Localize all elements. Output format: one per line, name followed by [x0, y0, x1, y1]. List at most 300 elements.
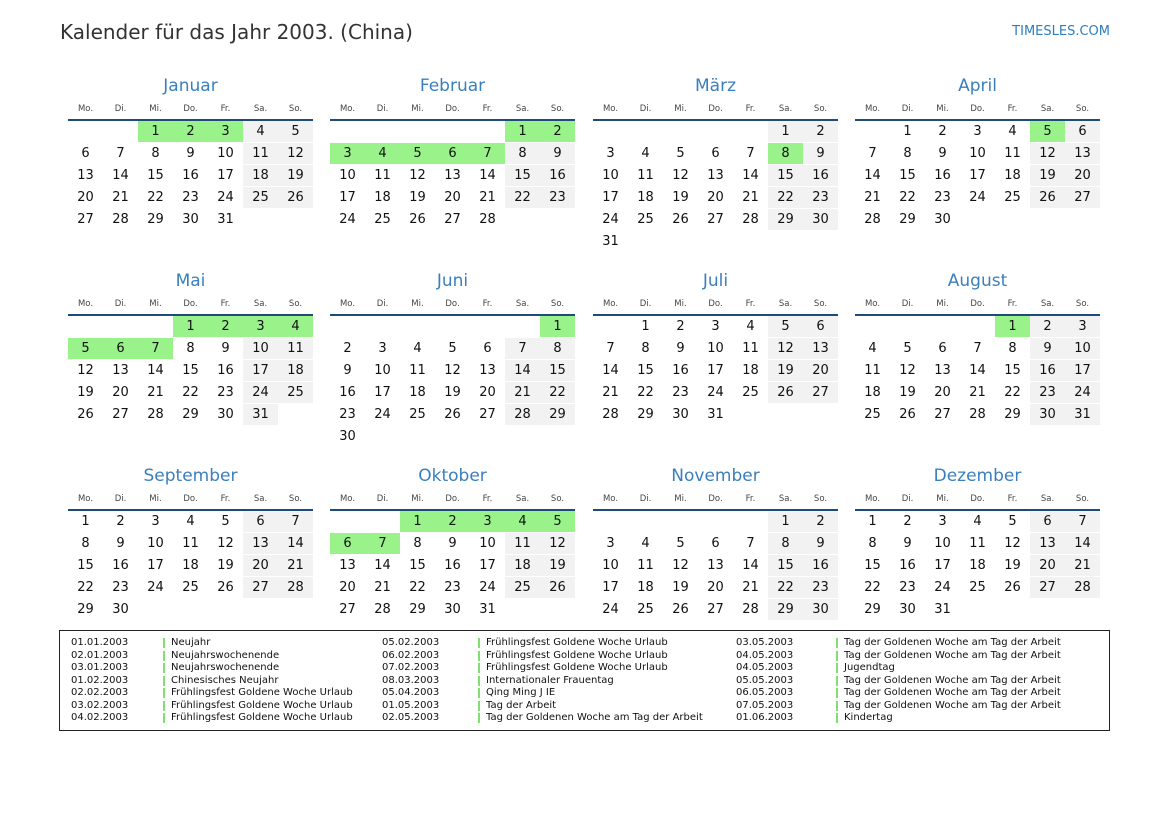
day-cell: 24 [707, 385, 724, 400]
day-cell: 19 [672, 580, 689, 595]
day-cell: 5 [676, 536, 685, 551]
day-cell: 8 [186, 341, 195, 356]
weekday-header: Fr. [482, 104, 493, 114]
day-cell: 14 [505, 360, 540, 381]
day-cell: 6 [938, 341, 947, 356]
weekday-header: Sa. [778, 299, 793, 309]
day-cell: 25 [637, 212, 654, 227]
day-cell: 16 [112, 558, 129, 573]
day-cell: 29 [899, 212, 916, 227]
day-cell: 26 [672, 602, 689, 617]
day-cell: 24 [217, 190, 234, 205]
day-cell: 26 [1030, 187, 1065, 208]
day-cell: 25 [182, 580, 199, 595]
day-cell: 2 [676, 319, 685, 334]
weekday-header: Mo. [864, 494, 881, 504]
day-cell: 2 [116, 514, 125, 529]
weekday-header: Mo. [339, 494, 356, 504]
weekday-header: So. [813, 299, 828, 309]
day-cell: 21 [1065, 555, 1100, 576]
day-cell: 27 [479, 407, 496, 422]
weekday-header: Sa. [778, 494, 793, 504]
legend-holiday-marker [163, 676, 165, 686]
day-cell: 13 [479, 363, 496, 378]
day-cell: 5 [676, 146, 685, 161]
day-cell: 17 [934, 558, 951, 573]
day-cell: 24 [602, 212, 619, 227]
legend-date: 04.05.2003 [736, 649, 794, 661]
weekday-header: Do. [445, 104, 460, 114]
legend-holiday-name: Jugendtag [844, 662, 895, 673]
holiday-day-cell: 5 [68, 338, 103, 359]
day-cell: 18 [243, 165, 278, 186]
day-cell: 3 [938, 514, 947, 529]
day-cell: 7 [973, 341, 982, 356]
day-cell: 21 [147, 385, 164, 400]
day-cell: 26 [217, 580, 234, 595]
weekday-header: Di. [114, 104, 127, 114]
weekday-header: Do. [970, 494, 985, 504]
day-cell: 10 [147, 536, 164, 551]
day-cell: 9 [903, 536, 912, 551]
day-cell: 27 [243, 577, 278, 598]
weekday-header: Do. [708, 104, 723, 114]
day-cell: 30 [934, 212, 951, 227]
weekday-header: Di. [376, 299, 389, 309]
weekday-header: Di. [901, 299, 914, 309]
day-cell: 24 [339, 212, 356, 227]
day-cell: 18 [864, 385, 881, 400]
legend-holiday-name: Tag der Goldenen Woche am Tag der Arbeit [844, 687, 1061, 698]
day-cell: 20 [112, 385, 129, 400]
day-cell: 6 [1065, 121, 1100, 142]
month-name: Januar [163, 76, 218, 96]
weekday-header: Fr. [220, 104, 231, 114]
day-cell: 25 [1004, 190, 1021, 205]
day-cell: 22 [864, 580, 881, 595]
day-cell: 23 [540, 187, 575, 208]
weekday-header: Mi. [149, 299, 162, 309]
day-cell: 18 [278, 360, 313, 381]
day-cell: 29 [637, 407, 654, 422]
day-cell: 10 [602, 558, 619, 573]
day-cell: 15 [182, 363, 199, 378]
day-cell: 10 [374, 363, 391, 378]
weekday-header: Do. [970, 299, 985, 309]
weekday-header: Mi. [411, 299, 424, 309]
day-cell: 23 [1030, 382, 1065, 403]
day-cell: 14 [147, 363, 164, 378]
day-cell: 15 [768, 165, 803, 186]
day-cell: 11 [278, 338, 313, 359]
day-cell: 6 [483, 341, 492, 356]
day-cell: 7 [1065, 511, 1100, 532]
holiday-day-cell: 1 [138, 121, 173, 142]
day-cell: 11 [637, 558, 654, 573]
day-cell: 13 [243, 533, 278, 554]
day-cell: 4 [186, 514, 195, 529]
day-cell: 13 [803, 338, 838, 359]
weekday-header: Fr. [745, 299, 756, 309]
day-cell: 18 [969, 558, 986, 573]
legend-holiday-marker [163, 651, 165, 661]
weekday-header: Mo. [77, 299, 94, 309]
holiday-legend [59, 630, 1110, 731]
month-name: September [143, 466, 238, 486]
weekday-header: Mi. [936, 104, 949, 114]
day-cell: 15 [899, 168, 916, 183]
day-cell: 28 [147, 407, 164, 422]
day-cell: 7 [116, 146, 125, 161]
day-cell: 28 [505, 404, 540, 425]
day-cell: 14 [742, 558, 759, 573]
legend-holiday-marker [836, 713, 838, 723]
legend-holiday-name: Frühlingsfest Goldene Woche Urlaub [171, 687, 353, 698]
day-cell: 24 [243, 382, 278, 403]
day-cell: 8 [540, 338, 575, 359]
legend-date: 07.02.2003 [382, 662, 440, 673]
weekday-header: Sa. [1040, 299, 1055, 309]
day-cell: 17 [602, 190, 619, 205]
day-cell: 17 [217, 168, 234, 183]
day-cell: 10 [1065, 338, 1100, 359]
weekday-header: So. [288, 299, 303, 309]
day-cell: 13 [934, 363, 951, 378]
legend-holiday-marker [478, 688, 480, 698]
day-cell: 30 [217, 407, 234, 422]
day-cell: 16 [339, 385, 356, 400]
holiday-day-cell: 1 [400, 511, 435, 532]
day-cell: 13 [112, 363, 129, 378]
day-cell: 10 [934, 536, 951, 551]
day-cell: 4 [1008, 124, 1017, 139]
day-cell: 5 [903, 341, 912, 356]
day-cell: 12 [409, 168, 426, 183]
day-cell: 16 [899, 558, 916, 573]
day-cell: 16 [182, 168, 199, 183]
day-cell: 25 [374, 212, 391, 227]
holiday-day-cell: 2 [208, 316, 243, 337]
day-cell: 31 [934, 602, 951, 617]
month-name: April [958, 76, 997, 96]
day-cell: 22 [899, 190, 916, 205]
day-cell: 26 [540, 577, 575, 598]
day-cell: 17 [243, 360, 278, 381]
day-cell: 24 [934, 580, 951, 595]
day-cell: 16 [217, 363, 234, 378]
weekday-header: Di. [114, 494, 127, 504]
day-cell: 17 [1065, 360, 1100, 381]
day-cell: 28 [602, 407, 619, 422]
weekday-header: Mo. [339, 104, 356, 114]
day-cell: 1 [903, 124, 912, 139]
day-cell: 9 [116, 536, 125, 551]
day-cell: 27 [1065, 187, 1100, 208]
day-cell: 8 [413, 536, 422, 551]
day-cell: 15 [1004, 363, 1021, 378]
day-cell: 12 [77, 363, 94, 378]
legend-holiday-name: Internationaler Frauentag [486, 674, 614, 686]
day-cell: 14 [374, 558, 391, 573]
day-cell: 23 [112, 580, 129, 595]
weekday-header: Fr. [1007, 299, 1018, 309]
day-cell: 16 [672, 363, 689, 378]
day-cell: 25 [243, 187, 278, 208]
day-cell: 6 [243, 511, 278, 532]
day-cell: 4 [868, 341, 877, 356]
day-cell: 2 [903, 514, 912, 529]
holiday-day-cell: 1 [540, 316, 575, 337]
day-cell: 18 [742, 363, 759, 378]
holiday-day-cell: 1 [995, 316, 1030, 337]
day-cell: 16 [444, 558, 461, 573]
weekday-header: Do. [445, 299, 460, 309]
day-cell: 23 [217, 385, 234, 400]
day-cell: 2 [803, 121, 838, 142]
day-cell: 17 [374, 385, 391, 400]
weekday-header: So. [550, 494, 565, 504]
day-cell: 18 [182, 558, 199, 573]
day-cell: 24 [479, 580, 496, 595]
day-cell: 21 [278, 555, 313, 576]
legend-holiday-marker [836, 663, 838, 673]
month-name: Oktober [418, 466, 487, 486]
legend-date: 08.03.2003 [382, 674, 440, 686]
day-cell: 29 [864, 602, 881, 617]
legend-holiday-marker [478, 701, 480, 711]
legend-holiday-marker [163, 663, 165, 673]
day-cell: 17 [147, 558, 164, 573]
day-cell: 28 [374, 602, 391, 617]
day-cell: 22 [505, 187, 540, 208]
day-cell: 15 [147, 168, 164, 183]
day-cell: 25 [969, 580, 986, 595]
day-cell: 4 [746, 319, 755, 334]
legend-holiday-name: Kindertag [844, 712, 893, 723]
day-cell: 16 [1030, 360, 1065, 381]
day-cell: 12 [672, 168, 689, 183]
weekday-header: Fr. [220, 494, 231, 504]
day-cell: 20 [339, 580, 356, 595]
legend-holiday-marker [163, 713, 165, 723]
brand-link[interactable]: TIMESLES.COM [1012, 24, 1110, 39]
day-cell: 20 [934, 385, 951, 400]
weekday-header: Do. [183, 494, 198, 504]
weekday-header: Do. [708, 299, 723, 309]
day-cell: 15 [637, 363, 654, 378]
day-cell: 10 [217, 146, 234, 161]
month-name: August [947, 271, 1008, 291]
legend-holiday-name: Tag der Goldenen Woche am Tag der Arbeit [844, 699, 1061, 711]
day-cell: 28 [864, 212, 881, 227]
day-cell: 4 [973, 514, 982, 529]
legend-holiday-marker [836, 676, 838, 686]
holiday-day-cell: 7 [365, 533, 400, 554]
legend-holiday-name: Tag der Goldenen Woche am Tag der Arbeit [844, 649, 1061, 661]
day-cell: 19 [672, 190, 689, 205]
day-cell: 6 [711, 536, 720, 551]
day-cell: 2 [343, 341, 352, 356]
day-cell: 21 [479, 190, 496, 205]
day-cell: 11 [864, 363, 881, 378]
day-cell: 18 [374, 190, 391, 205]
day-cell: 20 [444, 190, 461, 205]
page-title: Kalender für das Jahr 2003. (China) [60, 20, 413, 44]
day-cell: 20 [479, 385, 496, 400]
day-cell: 7 [505, 338, 540, 359]
day-cell: 2 [803, 511, 838, 532]
weekday-header: Di. [114, 299, 127, 309]
legend-holiday-marker [478, 651, 480, 661]
day-cell: 25 [742, 385, 759, 400]
day-cell: 7 [746, 146, 755, 161]
legend-date: 02.02.2003 [71, 687, 129, 698]
month-name: Juni [436, 271, 469, 291]
weekday-header: Do. [183, 299, 198, 309]
day-cell: 29 [1004, 407, 1021, 422]
day-cell: 3 [378, 341, 387, 356]
legend-holiday-name: Neujahr [171, 637, 211, 648]
day-cell: 27 [1030, 577, 1065, 598]
day-cell: 29 [147, 212, 164, 227]
day-cell: 13 [1030, 533, 1065, 554]
day-cell: 3 [973, 124, 982, 139]
day-cell: 22 [1004, 385, 1021, 400]
legend-holiday-name: Tag der Goldenen Woche am Tag der Arbeit [844, 674, 1061, 686]
day-cell: 21 [864, 190, 881, 205]
day-cell: 10 [707, 341, 724, 356]
day-cell: 13 [339, 558, 356, 573]
holiday-day-cell: 6 [330, 533, 365, 554]
day-cell: 25 [278, 382, 313, 403]
day-cell: 5 [221, 514, 230, 529]
day-cell: 2 [938, 124, 947, 139]
day-cell: 27 [339, 602, 356, 617]
day-cell: 8 [81, 536, 90, 551]
day-cell: 8 [1008, 341, 1017, 356]
holiday-day-cell: 6 [103, 338, 138, 359]
holiday-day-cell: 4 [278, 316, 313, 337]
day-cell: 19 [768, 360, 803, 381]
day-cell: 22 [409, 580, 426, 595]
day-cell: 9 [540, 143, 575, 164]
day-cell: 12 [899, 363, 916, 378]
weekday-header: Mi. [149, 104, 162, 114]
day-cell: 9 [938, 146, 947, 161]
weekday-header: Mo. [602, 299, 619, 309]
day-cell: 1 [768, 121, 803, 142]
legend-holiday-name: Frühlingsfest Goldene Woche Urlaub [171, 699, 353, 711]
day-cell: 29 [409, 602, 426, 617]
day-cell: 22 [540, 382, 575, 403]
day-cell: 22 [637, 385, 654, 400]
day-cell: 13 [707, 558, 724, 573]
day-cell: 24 [1065, 382, 1100, 403]
day-cell: 6 [711, 146, 720, 161]
day-cell: 5 [278, 121, 313, 142]
holiday-day-cell: 8 [768, 143, 803, 164]
month-header-rule [330, 314, 575, 316]
day-cell: 7 [278, 511, 313, 532]
day-cell: 12 [768, 338, 803, 359]
holiday-day-cell: 7 [138, 338, 173, 359]
day-cell: 27 [77, 212, 94, 227]
day-cell: 21 [374, 580, 391, 595]
legend-date: 03.01.2003 [71, 662, 129, 673]
legend-holiday-name: Tag der Goldenen Woche am Tag der Arbeit [486, 712, 703, 723]
day-cell: 19 [409, 190, 426, 205]
day-cell: 19 [77, 385, 94, 400]
day-cell: 27 [803, 382, 838, 403]
day-cell: 28 [742, 602, 759, 617]
day-cell: 9 [221, 341, 230, 356]
day-cell: 14 [112, 168, 129, 183]
day-cell: 28 [742, 212, 759, 227]
day-cell: 1 [868, 514, 877, 529]
day-cell: 6 [81, 146, 90, 161]
day-cell: 4 [641, 146, 650, 161]
day-cell: 3 [711, 319, 720, 334]
day-cell: 23 [339, 407, 356, 422]
day-cell: 14 [278, 533, 313, 554]
weekday-header: Di. [376, 494, 389, 504]
day-cell: 18 [409, 385, 426, 400]
legend-holiday-marker [836, 638, 838, 648]
day-cell: 11 [409, 363, 426, 378]
day-cell: 2 [1030, 316, 1065, 337]
day-cell: 28 [112, 212, 129, 227]
day-cell: 14 [969, 363, 986, 378]
day-cell: 21 [969, 385, 986, 400]
day-cell: 1 [81, 514, 90, 529]
day-cell: 31 [602, 234, 619, 249]
legend-holiday-name: Frühlingsfest Goldene Woche Urlaub [486, 649, 668, 661]
month-name: Dezember [933, 466, 1022, 486]
day-cell: 19 [1030, 165, 1065, 186]
day-cell: 20 [77, 190, 94, 205]
day-cell: 22 [77, 580, 94, 595]
day-cell: 9 [803, 143, 838, 164]
legend-holiday-marker [478, 676, 480, 686]
day-cell: 11 [1004, 146, 1021, 161]
day-cell: 29 [768, 209, 803, 230]
day-cell: 28 [969, 407, 986, 422]
legend-date: 01.01.2003 [71, 637, 129, 648]
day-cell: 22 [182, 385, 199, 400]
day-cell: 23 [444, 580, 461, 595]
day-cell: 24 [969, 190, 986, 205]
legend-holiday-marker [163, 701, 165, 711]
weekday-header: So. [1075, 299, 1090, 309]
month-name: November [671, 466, 760, 486]
month-name: Februar [419, 76, 486, 96]
legend-holiday-marker [478, 663, 480, 673]
legend-holiday-name: Frühlingsfest Goldene Woche Urlaub [171, 712, 353, 723]
weekday-header: Mi. [149, 494, 162, 504]
holiday-day-cell: 7 [470, 143, 505, 164]
day-cell: 21 [112, 190, 129, 205]
legend-date: 04.05.2003 [736, 662, 794, 673]
day-cell: 5 [448, 341, 457, 356]
legend-holiday-marker [836, 688, 838, 698]
day-cell: 31 [479, 602, 496, 617]
weekday-header: Mi. [936, 494, 949, 504]
weekday-header: Mo. [864, 299, 881, 309]
weekday-header: So. [288, 104, 303, 114]
day-cell: 19 [1004, 558, 1021, 573]
day-cell: 29 [182, 407, 199, 422]
day-cell: 4 [243, 121, 278, 142]
